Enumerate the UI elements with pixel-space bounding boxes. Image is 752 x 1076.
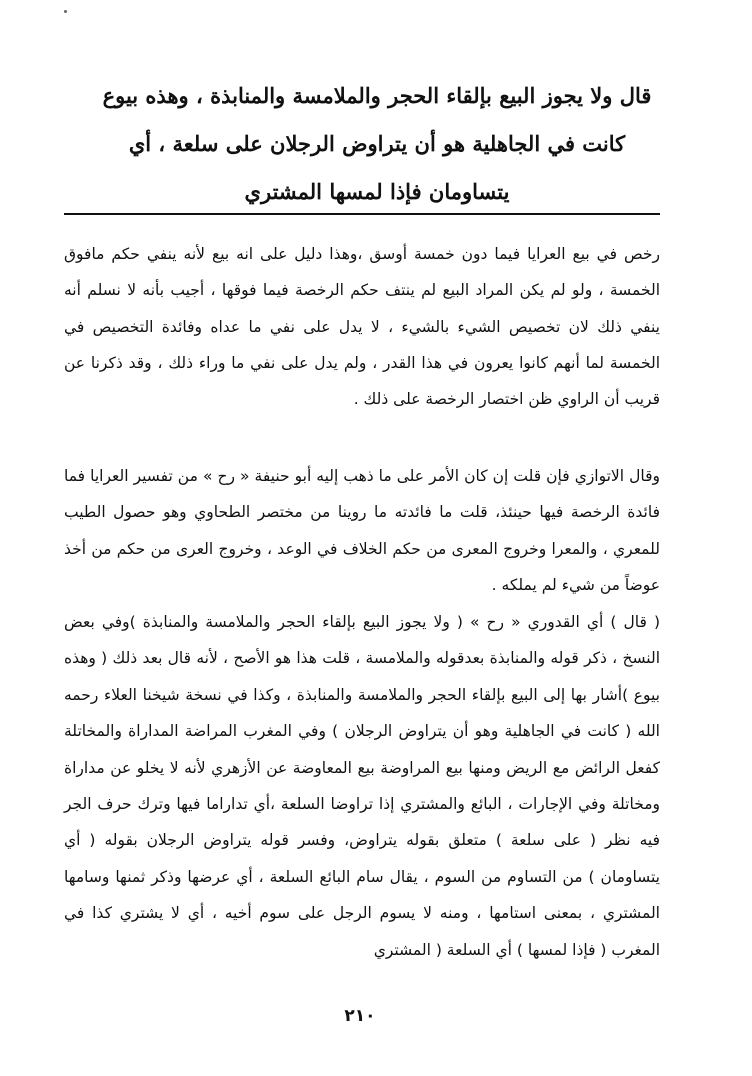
page-speck (64, 10, 67, 13)
header-divider (64, 213, 660, 215)
commentary-paragraph-2 (64, 458, 660, 603)
matn-header: قال ولا يجوز البيع بإلقاء الحجر والملامسة والمنابذة ، وهذه بيوع كانت في الجاهلية هو أن يتراوض الرجلان على سلعة ، أي يتساومان فإذا لمسها المشتري (102, 83, 652, 204)
commentary-paragraph-1 (64, 236, 660, 417)
paragraph-text: ( قال ) أي القدوري « رح » ( ولا يجوز البيع بإلقاء الحجر والملامسة والمنابذة )وفي بعض النسخ ، ذكر قوله والمنابذة بعدقوله والملامسة ، قلت هذا هو الأصح ، لأنه قال بعد ذلك ( وهذه بيوع )أشار بها إلى البيع بإلقاء الحجر والملامسة والمنابذة ، وكذا في نسخة شيخنا العلاء رحمه الله ( كانت في الجاهلية وهو أن يتراوض الرجلان ) وفي المغرب المراضة المداراة والمخاتلة كفعل الرائض مع الريض ومنها بيع المراوضة بيع المعاوضة عن الأزهري لأنه لا يخلو عن مداراة ومخاتلة وفي الإجارات ، البائع والمشتري إذا تراوضا السلعة ،أي تداراما فيها وترك حرف الجر فيه نظر ( على سلعة ) متعلق بقوله يتراوض، وفسر قوله يتراوض الرجلان بقوله ( أي يتساومان ) من التساوم من السوم ، يقال سام البائع السلعة ، أي عرضها وذكر ثمنها وسامها المشتري ، بمعنى استامها ، ومنه لا يسوم الرجل على سوم أخيه ، أي لا يشتري كذا في المغرب ( فإذا لمسها ) أي السلعة ( المشتري (64, 613, 660, 959)
paragraph-text: رخص في بيع العرايا فيما دون خمسة أوسق ،وهذا دليل على انه بيع لأنه ينفي حكم مافوق الخمسة ، ولو لم يكن المراد البيع لم ينتف حكم الرخصة فيما فوقها ، أجيب بأنه لا نسلم أنه ينفي ذلك لان تخصيص الشيء بالشيء ، لا يدل على نفي ما عداه وفائدة التخصيص في الخمسة لما أنهم كانوا يعرون في هذا القدر ، ولم يدل على نفي ما وراء ذلك ، وقد ذكرنا عن قريب أن الراوي ظن اختصار الرخصة على ذلك . (64, 245, 660, 409)
commentary-paragraph-3 (64, 604, 660, 968)
paragraph-text: وقال الاتوازي فإن قلت إن كان الأمر على ما ذهب إليه أبو حنيفة « رح » من تفسير العرايا فما فائدة الرخصة فيها حينئذ، قلت ما فائدته ما روينا من مختصر الطحاوي وهو حصول الطيب للمعري ، والمعرا وخروج المعرى من حكم الخلاف في الوعد ، وخروج العرى من حكم من أخذ عوضاً من شيء لم يملكه . (64, 467, 660, 594)
page-number: ٢١٠ (344, 1006, 376, 1026)
